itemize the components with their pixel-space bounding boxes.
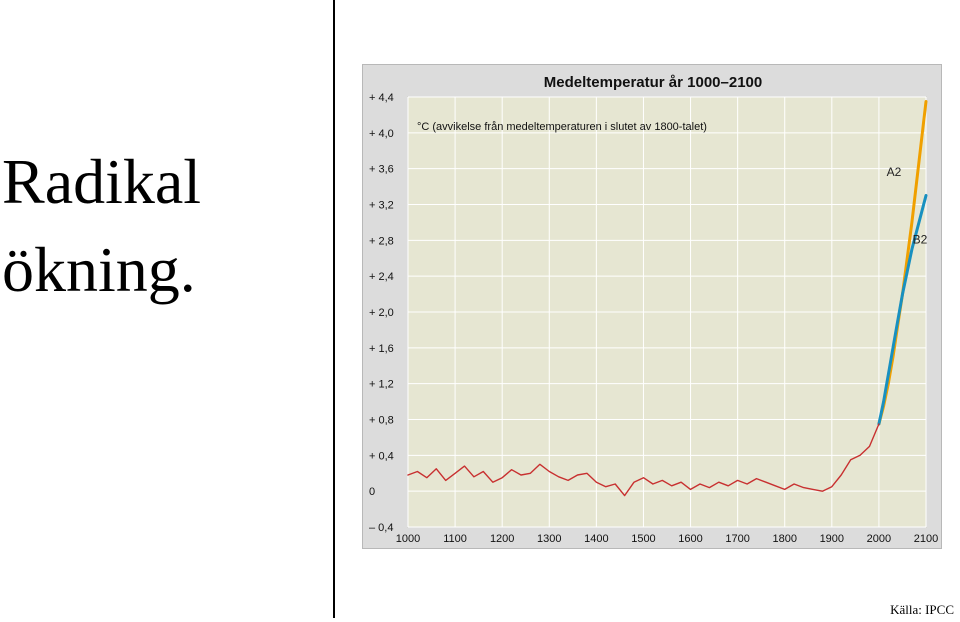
- x-tick-label: 1700: [725, 533, 750, 545]
- y-tick-label: + 1,2: [369, 378, 394, 391]
- x-tick-label: 2000: [866, 533, 892, 545]
- x-tick-label: 1100: [443, 533, 467, 545]
- annotation-b2: B2: [912, 232, 928, 247]
- y-tick-label: + 0,8: [369, 414, 394, 427]
- x-tick-label: 2100: [913, 533, 939, 545]
- y-tick-label: + 3,2: [369, 199, 394, 212]
- y-tick-label: + 4,0: [369, 127, 394, 140]
- x-tick-label: 1900: [819, 533, 845, 545]
- x-tick-label: 1500: [631, 533, 656, 545]
- y-tick-label: + 0,4: [369, 450, 394, 463]
- y-tick-label: + 3,6: [369, 163, 394, 176]
- y-axis-ticks: [369, 92, 394, 534]
- slide-title-line2: ökning.: [2, 234, 196, 305]
- y-tick-label: + 4,4: [369, 92, 394, 104]
- y-tick-label: 0: [369, 486, 376, 499]
- y-tick-label: + 2,0: [369, 307, 394, 319]
- x-tick-label: 1800: [772, 533, 797, 545]
- x-tick-label: 1400: [584, 533, 609, 545]
- x-tick-label: 1200: [489, 533, 515, 545]
- y-tick-label: – 0,4: [369, 522, 394, 534]
- x-tick-label: 1000: [395, 533, 421, 545]
- chart-title: Medeltemperatur år 1000–2100: [543, 74, 763, 91]
- x-tick-label: 1600: [678, 533, 703, 545]
- x-tick-label: 1300: [537, 533, 562, 545]
- y-tick-label: + 1,6: [369, 342, 394, 355]
- vertical-divider: [333, 0, 335, 618]
- chart-frame: [362, 64, 942, 549]
- source-credit: Källa: IPCC: [890, 602, 954, 617]
- x-axis-ticks: [396, 533, 938, 545]
- temperature-chart: [363, 65, 941, 548]
- y-tick-label: + 2,4: [369, 271, 394, 284]
- y-tick-label: + 2,8: [369, 235, 394, 248]
- chart-subtitle: °C (avvikelse från medeltemperaturen i slutet av 1800-talet): [417, 121, 707, 133]
- slide-title-line1: Radikal: [2, 146, 202, 217]
- slide-title: [2, 138, 322, 314]
- annotation-a2: A2: [886, 165, 902, 180]
